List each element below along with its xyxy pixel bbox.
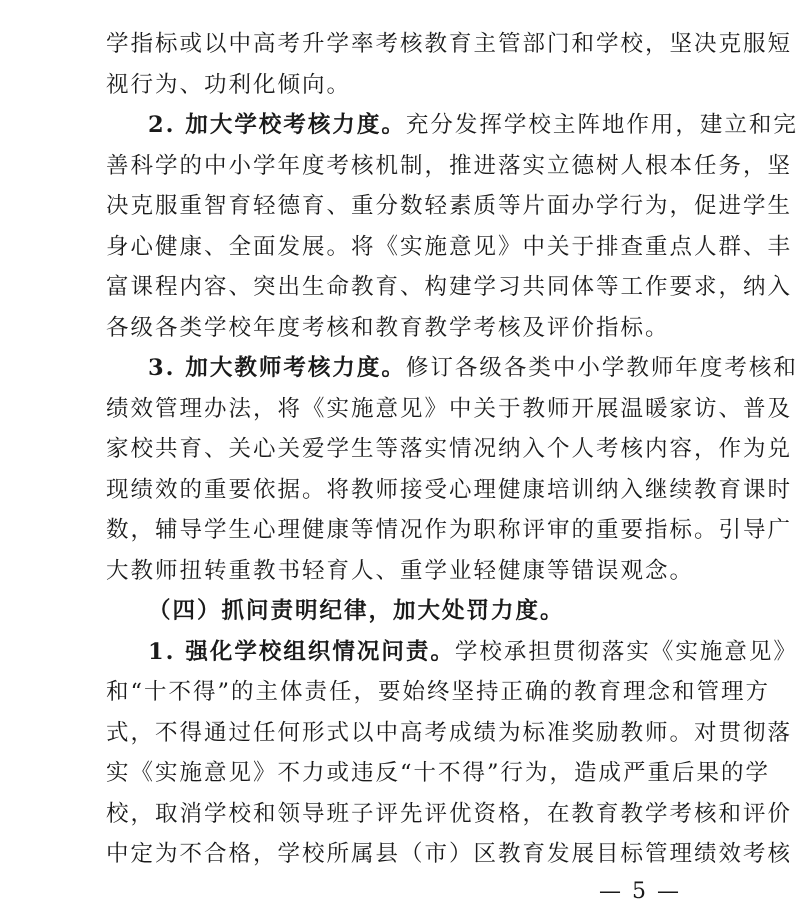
text-line-3 (0, 105, 800, 145)
text-line-13 (0, 510, 800, 550)
text-line-5 (0, 186, 800, 226)
text-line-20 (0, 794, 800, 834)
line-text: 中定为不合格，学校所属县（市）区教育发展目标管理绩效考核 (106, 841, 793, 867)
text-line-18 (0, 713, 800, 753)
section-heading: 1. 强化学校组织情况问责。 (148, 638, 455, 665)
section-heading: （四）抓问责明纪律，加大处罚力度。 (148, 598, 565, 624)
line-text: 大教师扭转重教书轻育人、重学业轻健康等错误观念。 (106, 557, 695, 584)
section-heading: 2. 加大学校考核力度。 (148, 112, 406, 138)
line-text: 和“十不得”的主体责任，要始终坚持正确的教育理念和管理方 (106, 679, 771, 705)
line-text: 身心健康、全面发展。将《实施意见》中关于排查重点人群、丰 (106, 233, 793, 260)
line-text: 现绩效的重要依据。将教师接受心理健康培训纳入继续教育课时 (106, 476, 793, 503)
section-heading: 3. 加大教师考核力度。 (148, 355, 406, 381)
line-text: 充分发挥学校主阵地作用，建立和完 (405, 112, 798, 138)
line-text: 修订各级各类中小学教师年度考核和 (405, 355, 798, 381)
text-line-9 (0, 348, 800, 388)
text-line-15 (0, 591, 800, 631)
text-line-7 (0, 267, 800, 307)
line-text: 各级各类学校年度考核和教育教学考核及评价指标。 (106, 314, 670, 341)
text-line-6 (0, 227, 800, 267)
line-text: 实《实施意见》不力或违反“十不得”行为，造成严重后果的学 (106, 760, 771, 786)
text-line-14 (0, 551, 800, 591)
text-line-11 (0, 429, 800, 469)
line-text: 校，取消学校和领导班子评先评优资格，在教育教学考核和评价 (106, 800, 793, 827)
text-line-12 (0, 470, 800, 510)
text-line-17 (0, 672, 800, 712)
text-line-10 (0, 389, 800, 429)
line-text: 学校承担贯彻落实《实施意见》 (454, 638, 798, 665)
text-line-19 (0, 753, 800, 793)
line-text: 视行为、功利化倾向。 (106, 71, 352, 98)
line-text: 决克服重智育轻德育、重分数轻素质等片面办学行为，促进学生 (106, 193, 793, 219)
line-text: 善科学的中小学年度考核机制，推进落实立德树人根本任务，坚 (106, 152, 793, 179)
page-number: — 5 — (599, 879, 681, 904)
text-line-1 (0, 24, 800, 64)
line-text: 学指标或以中高考升学率考核教育主管部门和学校，坚决克服短 (106, 31, 793, 57)
line-text: 数，辅导学生心理健康等情况作为职称评审的重要指标。引导广 (106, 517, 793, 543)
line-text: 绩效管理办法，将《实施意见》中关于教师开展温暖家访、普及 (106, 395, 793, 422)
text-line-8 (0, 308, 800, 348)
text-line-4 (0, 146, 800, 186)
line-text: 式，不得通过任何形式以中高考成绩为标准奖励教师。对贯彻落 (106, 719, 793, 746)
text-line-16 (0, 632, 800, 672)
line-text: 富课程内容、突出生命教育、构建学习共同体等工作要求，纳入 (106, 274, 793, 300)
text-line-2 (0, 65, 800, 105)
text-line-21 (0, 834, 800, 874)
line-text: 家校共育、关心关爱学生等落实情况纳入个人考核内容，作为兑 (106, 436, 793, 462)
